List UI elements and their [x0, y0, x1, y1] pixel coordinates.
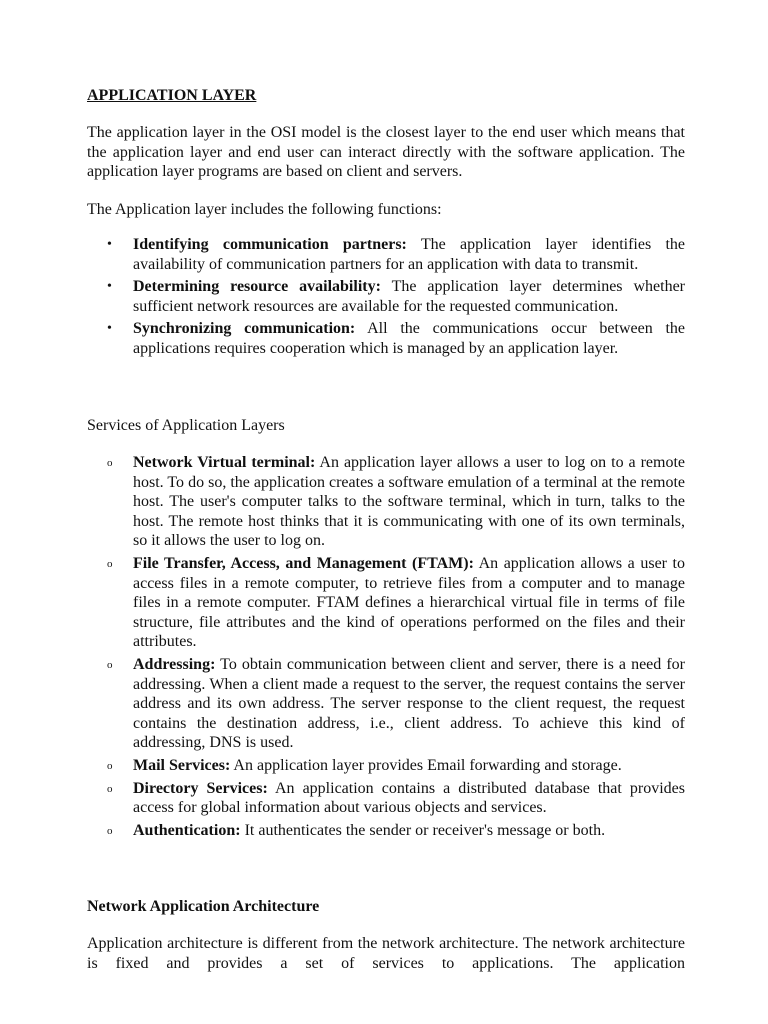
list-item [87, 779, 685, 818]
circle-bullet-icon: o [107, 557, 113, 570]
list-item [87, 821, 685, 841]
list-item [87, 277, 685, 316]
list-item [87, 235, 685, 274]
item-text: An application allows a user to access files in a remote computer, to retrieve files from a computer and to manage files in a remote computer. FTAM defines a hierarchical virtual file in terms of file structure, file attributes and the kind of operations performed on the files and their attributes. [133, 554, 685, 651]
item-text: It authenticates the sender or receiver's message or both. [240, 821, 606, 839]
item-text: All the communications occur between the applications requires cooperation which is managed by an application layer. [133, 320, 685, 357]
circle-bullet-icon: o [107, 457, 113, 469]
item-term: Identifying communication partners: [133, 236, 407, 253]
list-item [87, 453, 685, 551]
item-term: Synchronizing communication: [133, 320, 356, 338]
bullet-icon: • [107, 237, 112, 252]
item-text: An application contains a distributed database that provides access for global information about various objects and services. [133, 779, 686, 817]
circle-bullet-icon: o [107, 658, 113, 671]
bullet-icon: • [107, 321, 112, 337]
intro-paragraph: The application layer in the OSI model is the closest layer to the end user which means that the application layer and end user can interact directly with the software application. The application layer programs are based on client and servers. [87, 124, 685, 181]
item-term: Addressing: [133, 655, 216, 673]
item-term: Directory Services: [133, 779, 268, 797]
item-text: The application layer determines whether sufficient network resources are available for the requested communication. [133, 278, 685, 315]
item-text: An application layer allows a user to log on to a remote host. To do so, the application creates a software emulation of a terminal at the remote host. The user's computer talks to the software terminal, which in turn, talks to the host. The remote host thinks that it is communicating with one of its own terminals, so it allows the user to log on. [133, 454, 686, 550]
list-item [87, 655, 685, 753]
item-term: Network Virtual terminal: [133, 454, 316, 471]
list-item [87, 554, 685, 652]
architecture-paragraph: Application architecture is different from the network architecture. The network architecture is fixed and provides a set of services to applications. The application [87, 935, 685, 972]
item-term: Mail Services: [133, 756, 231, 774]
item-term: Authentication: [133, 821, 241, 839]
section-heading: Network Application Architecture [87, 898, 320, 915]
item-text: An application layer provides Email forwarding and storage. [230, 756, 622, 774]
functions-intro: The Application layer includes the following functions: [87, 201, 442, 218]
services-list [87, 453, 685, 843]
page-title: APPLICATION LAYER [87, 87, 257, 104]
circle-bullet-icon: o [107, 759, 113, 772]
circle-bullet-icon: o [107, 824, 113, 837]
circle-bullet-icon: o [107, 782, 113, 795]
item-text: To obtain communication between client and server, there is a need for addressing. When a client made a request to the server, the request contains the server address and its own address. The server response to the client request, the request contains the destination address, i.e., client address. To achieve this kind of addressing, DNS is used. [133, 655, 685, 752]
bullet-icon: • [107, 279, 112, 295]
item-term: File Transfer, Access, and Management (FTAM): [133, 554, 474, 572]
list-item [87, 319, 685, 358]
functions-list [87, 235, 685, 362]
item-term: Determining resource availability: [133, 278, 381, 296]
services-intro: Services of Application Layers [87, 417, 285, 434]
list-item [87, 756, 685, 776]
item-text: The application layer identifies the availability of communication partners for an application with data to transmit. [133, 236, 686, 273]
